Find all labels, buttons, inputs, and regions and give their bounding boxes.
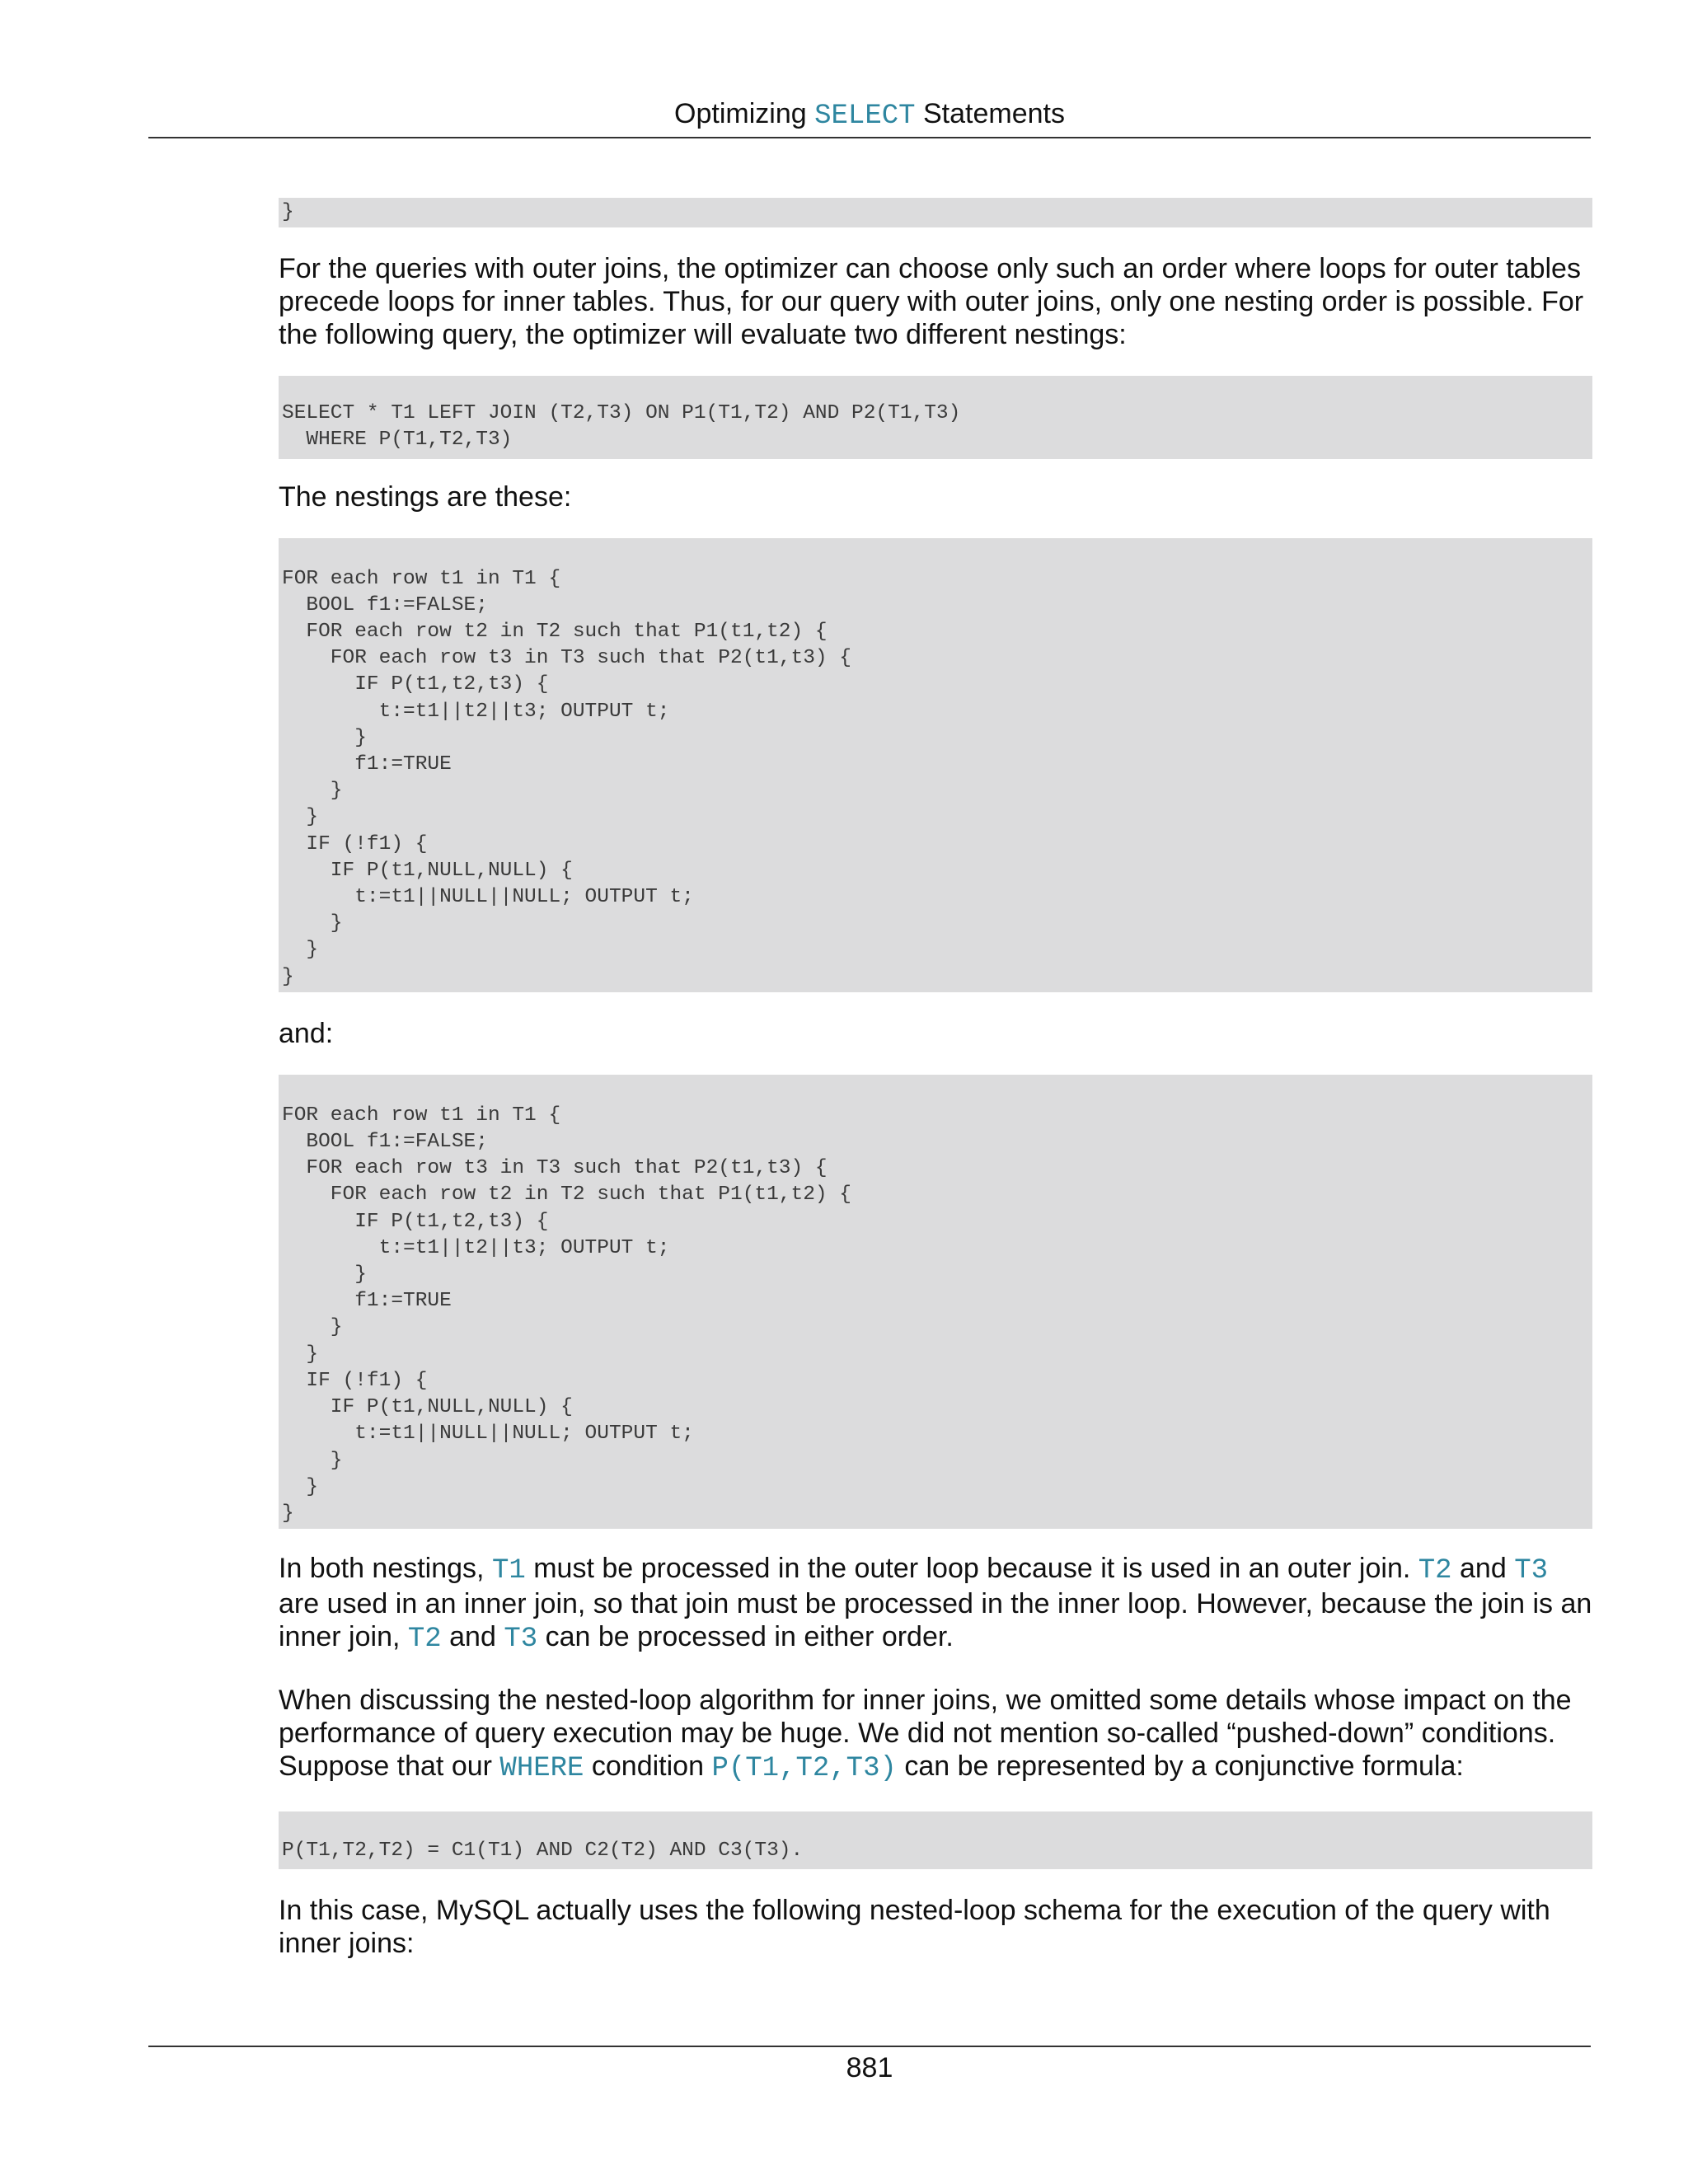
header-title-text-end: Statements <box>915 98 1065 129</box>
paragraph-outer-joins: For the queries with outer joins, the optimizer can choose only such an order where loops for outer tables precede loops for inner tables. Thus, for our query with outer joins, only one nesting order is possible. For the following query, the optimizer will evaluate two different nestings: <box>279 253 1584 351</box>
page-content <box>279 198 1592 1960</box>
text-run: condition <box>584 1750 712 1783</box>
text-run: must be processed in the outer loop because it is used in an outer join. <box>525 1553 1418 1585</box>
text-run: are used in an inner join, so that join must be processed in the inner loop. However, because the join is an inner join, <box>279 1588 1592 1653</box>
text-run: When discussing the nested-loop algorithm for inner joins, we omitted some details whose impact on the performance of query execution may be huge. We did not mention so-called “pushed-down” conditions. Suppose that our <box>279 1685 1572 1783</box>
paragraph-both-nestings <box>279 1552 1592 1656</box>
paragraph-nestings-intro: The nestings are these: <box>279 480 572 513</box>
header-title-text: Optimizing <box>674 98 815 129</box>
header-title-code: SELECT <box>814 101 916 132</box>
text-run: In both nestings, <box>279 1553 492 1585</box>
page-number: 881 <box>846 2052 893 2083</box>
inline-code-t3: T3 <box>1514 1555 1549 1587</box>
text-run: can be processed in either order. <box>537 1621 954 1653</box>
text-run: can be represented by a conjunctive formula: <box>896 1750 1464 1783</box>
code-block-formula: P(T1,T2,T2) = C1(T1) AND C2(T2) AND C3(T3). <box>279 1811 1592 1869</box>
code-block-select-query: SELECT * T1 LEFT JOIN (T2,T3) ON P1(T1,T2) AND P2(T1,T3) WHERE P(T1,T2,T3) <box>279 376 1592 458</box>
inline-code-t1: T1 <box>491 1555 526 1587</box>
inline-code-t3: T3 <box>504 1624 538 1656</box>
inline-code-where: WHERE <box>499 1753 584 1785</box>
paragraph-mysql-schema: In this case, MySQL actually uses the following nested-loop schema for the execution of the query with inner joins: <box>279 1895 1550 1960</box>
code-block-nesting-2: FOR each row t1 in T1 { BOOL f1:=FALSE; FOR each row t3 in T3 such that P2(t1,t3) { FOR each row t2 in T2 such that P1(t1,t2) { IF P(t1,t2,t3) { t:=t1||t2||t3; OUTPUT t; } f1:=TRUE } } IF (!f1) { IF P(t1,NULL,NULL) { t:=t1||NULL||NULL; OUTPUT t; } } } <box>279 1075 1592 1529</box>
paragraph-pushed-down <box>279 1684 1592 1785</box>
paragraph-and: and: <box>279 1017 334 1049</box>
header-divider <box>148 137 1591 138</box>
inline-code-t2: T2 <box>1418 1555 1452 1587</box>
inline-code-t2: T2 <box>407 1624 442 1656</box>
page-header <box>148 91 1591 139</box>
inline-code-condition: P(T1,T2,T3) <box>711 1753 897 1785</box>
code-block-nesting-1: FOR each row t1 in T1 { BOOL f1:=FALSE; FOR each row t2 in T2 such that P1(t1,t2) { FOR each row t3 in T3 such that P2(t1,t3) { IF P(t1,t2,t3) { t:=t1||t2||t3; OUTPUT t; } f1:=TRUE } } IF (!f1) { IF P(t1,NULL,NULL) { t:=t1||NULL||NULL; OUTPUT t; } } } <box>279 538 1592 992</box>
text-run: and <box>1451 1553 1515 1585</box>
text-run: and <box>441 1621 504 1653</box>
code-block-closing-brace: } <box>279 198 1592 227</box>
